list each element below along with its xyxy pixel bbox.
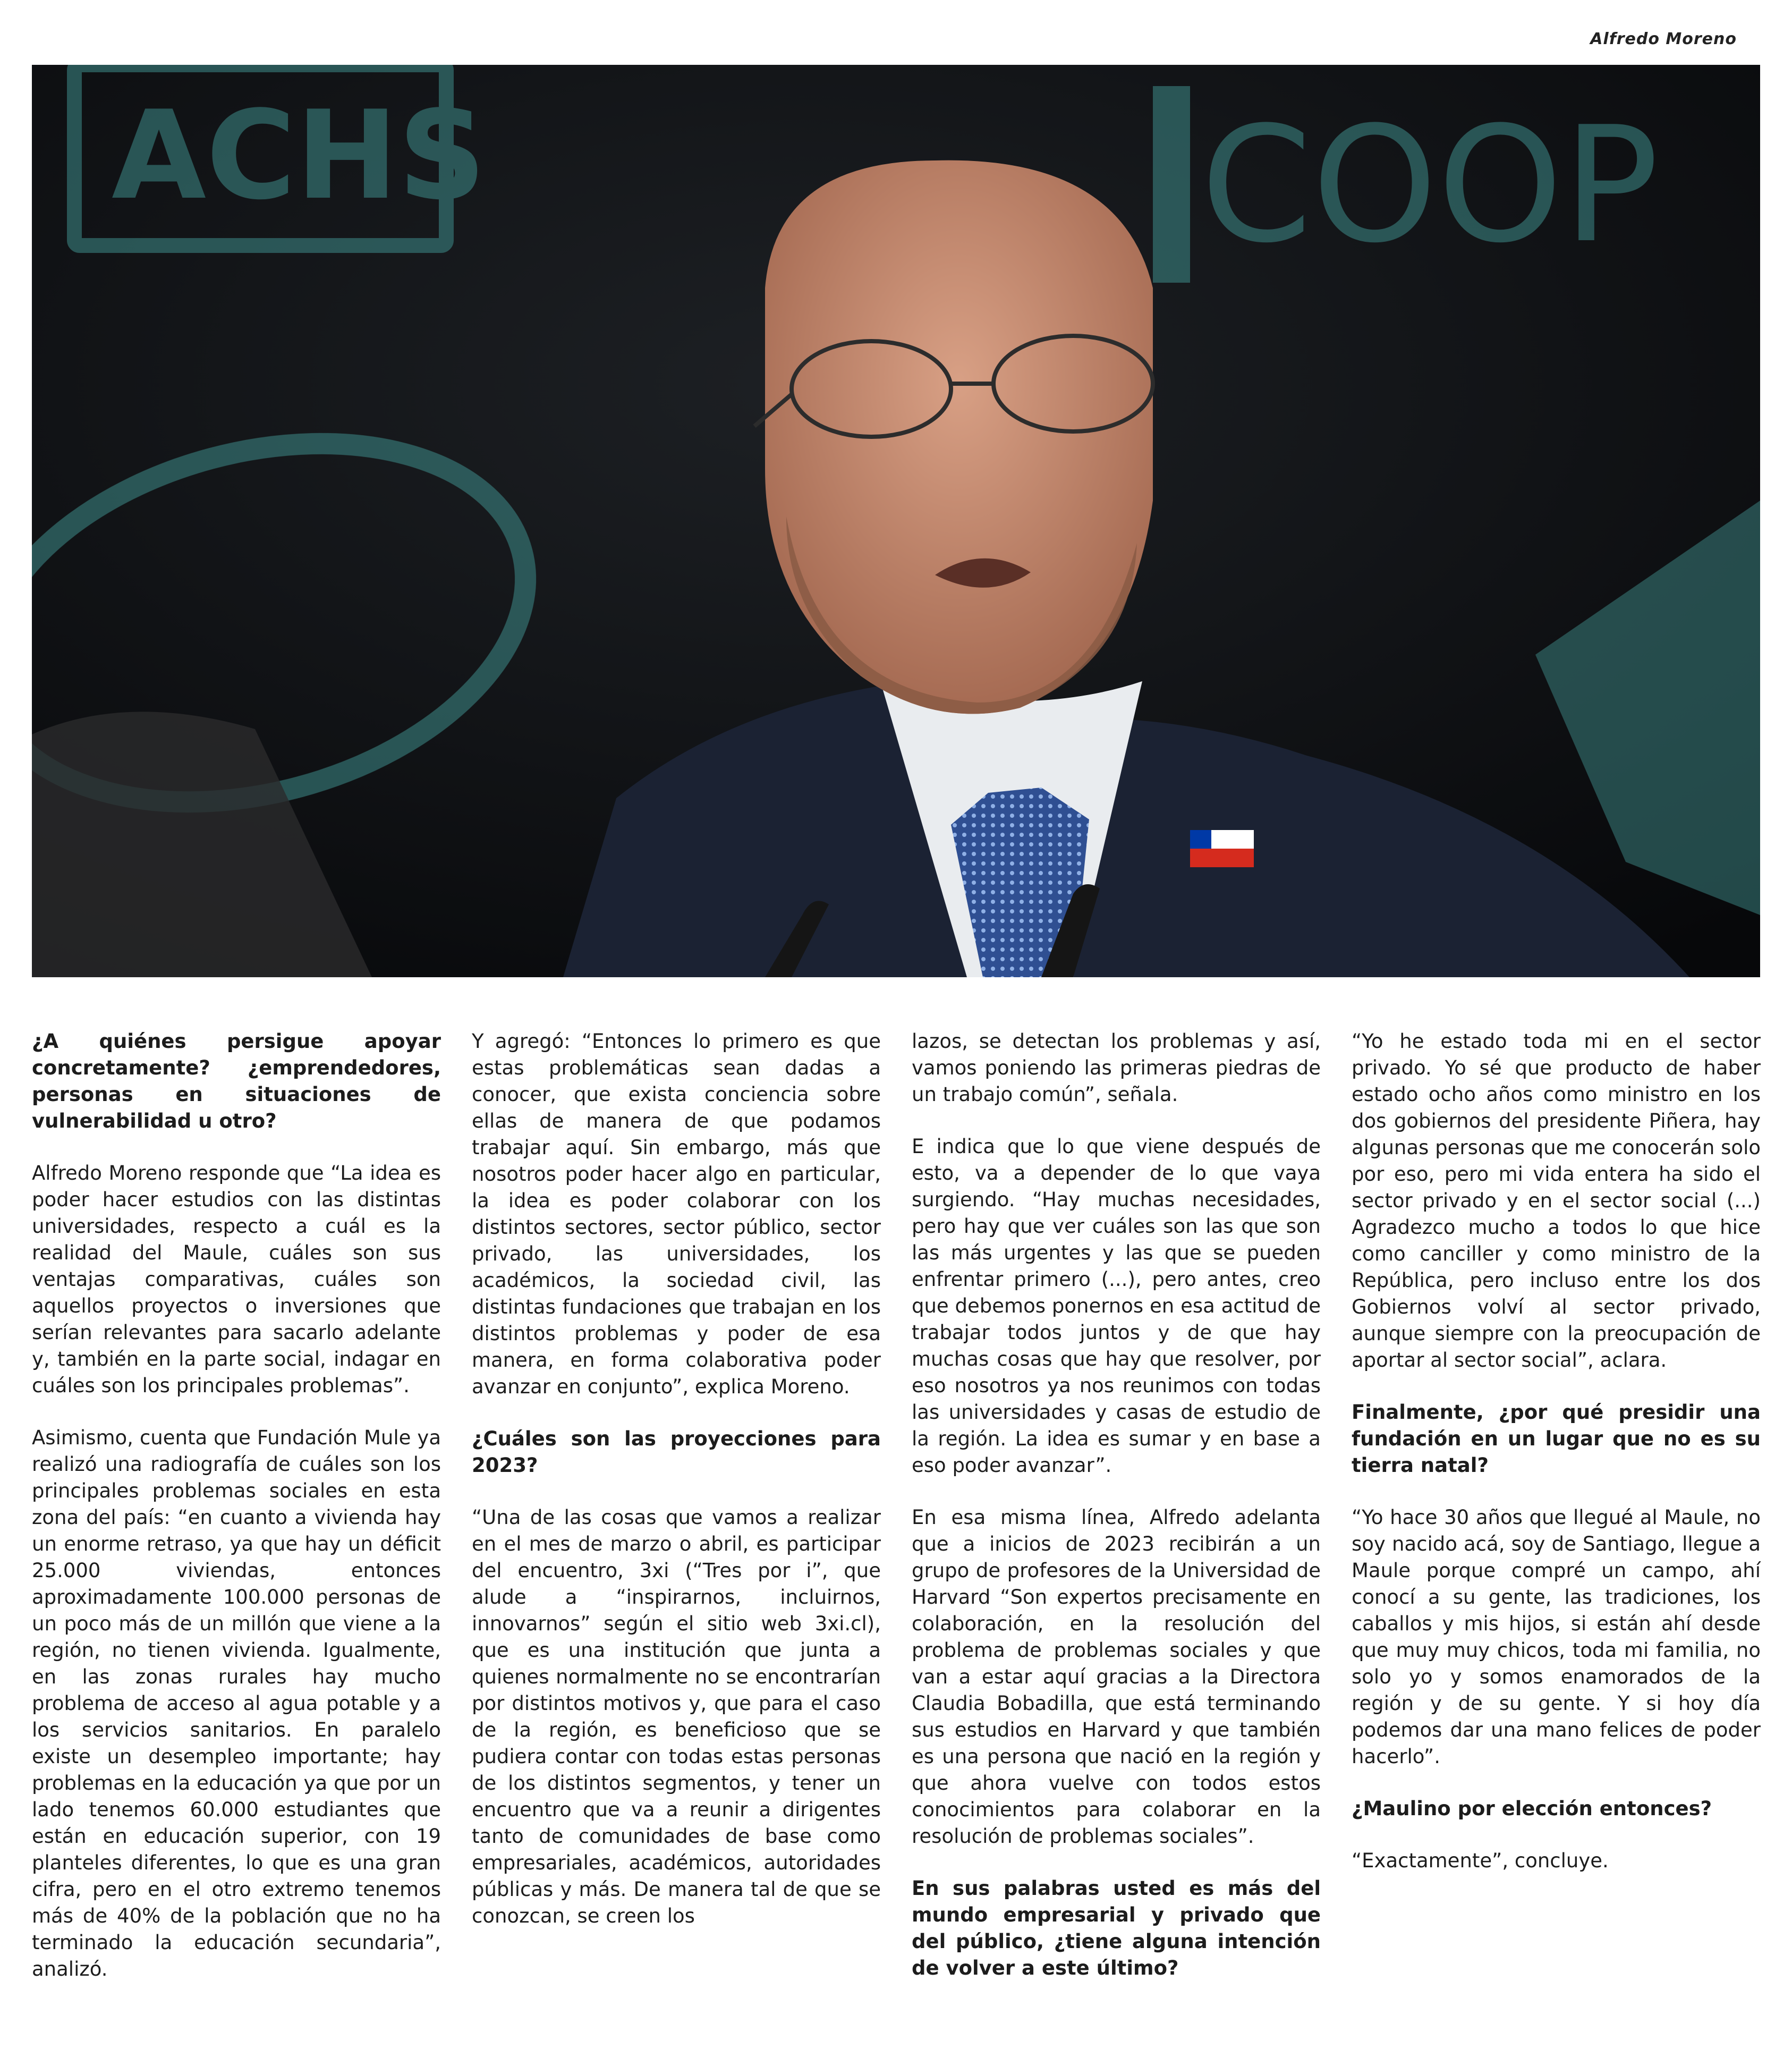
speaker-photo-illustration (32, 65, 1760, 977)
article-body (32, 1028, 1761, 2038)
speaker-photo (32, 65, 1760, 977)
article-paragraph: E indica que lo que viene después de esto, va a depender de lo que vaya surgiendo. “Hay muchas necesidades, pero hay que ver cuáles son las que son las más urgentes y las que se pueden enfrentar primero (...), pero antes, creo que debemos ponernos en esa actitud de trabajar todos juntos y de que hay muchas cosas que hay que resolver, por eso nosotros ya nos reunimos con todas las universidades y casas de estudio de la región. La idea es sumar y en base a eso poder avanzar”. (912, 1135, 1321, 1477)
article-column-4 (1352, 1028, 1761, 2038)
article-column-2 (472, 1028, 881, 2038)
achs-logo-text: ACHS (112, 85, 486, 227)
article-column-3 (912, 1028, 1321, 2038)
interview-question: ¿A quiénes persigue apoyar concretamente? ¿emprendedores, personas en situaciones de vulnerabilidad u otro? (32, 1030, 441, 1132)
article-paragraph: “Yo he estado toda mi en el sector privado. Yo sé que producto de haber estado ocho años como ministro en los dos gobiernos del presidente Piñera, hay algunas personas que me conocerán solo por eso, pero mi vida entera ha sido el sector privado y en el sector social (...) Agradezco mucho a todos lo que hice como canciller y como ministro de la República, pero incluso entre los dos Gobiernos volví al sector privado, aunque siempre con la preocupación de aportar al sector social”, aclara. (1352, 1030, 1761, 1372)
interview-question: Finalmente, ¿por qué presidir una fundación en un lugar que no es su tierra natal? (1352, 1401, 1761, 1477)
article-column-1 (32, 1028, 441, 2038)
article-paragraph: lazos, se detectan los problemas y así, vamos poniendo las primeras piedras de un trabajo común”, señala. (912, 1030, 1321, 1106)
article-paragraph: “Una de las cosas que vamos a realizar en el mes de marzo o abril, es participar del encuentro, 3xi (“Tres por i”, que alude a “inspirarnos, incluirnos, innovarnos” según el sitio web 3xi.cl), que es una institución que junta a quienes normalmente no se encontrarían por distintos motivos y, que para el caso de la región, es beneficioso que se pudiera contar con todas estas personas de los distintos segmentos, y tener un encuentro que va a reunir a dirigentes tanto de comunidades de base como empresariales, académicos, autoridades públicas y más. De manera tal de que se conozcan, se creen los (472, 1506, 881, 1927)
article-paragraph: En esa misma línea, Alfredo adelanta que a inicios de 2023 recibirán a un grupo de profesores de la Universidad de Harvard “Son expertos precisamente en colaboración, en la resolución del problema de problemas sociales y que van a estar aquí gracias a la Directora Claudia Bobadilla, que está terminando sus estudios en Harvard y que también es una persona que nació en la región y que ahora vuelve con todos estos conocimientos para colaborar en la resolución de problemas sociales”. (912, 1506, 1321, 1848)
article-paragraph: “Yo hace 30 años que llegué al Maule, no soy nacido acá, soy de Santiago, llegue a Maule porque compré un campo, ahí conocí a su gente, las tradiciones, los caballos y mis hijos, si están ahí desde que muy muy chicos, toda mi familia, no solo yo y somos enamorados de la región y de su gente. Y si hoy día podemos dar una mano felices de poder hacerlo”. (1352, 1506, 1761, 1768)
article-paragraph: “Exactamente”, concluye. (1352, 1849, 1609, 1872)
article-paragraph: Asimismo, cuenta que Fundación Mule ya realizó una radiografía de cuáles son los principales problemas sociales en esta zona del país: “en cuanto a vivienda hay un enorme retraso, ya que hay un déficit 25.000 viviendas, entonces aproximadamente 100.000 personas de un poco más de un millón que viene a la región, no tienen vivienda. Igualmente, en las zonas rurales hay mucho problema de acceso al agua potable y a los servicios sanitarios. En paralelo existe un desempleo importante; hay problemas en la educación ya que por un lado tenemos 60.000 estudiantes que están en educación superior, con 19 planteles diferentes, lo que es una gran cifra, pero en el otro extremo tenemos más de 40% de la población que no ha terminado la educación secundaria”, analizó. (32, 1426, 441, 1980)
author-tag: Alfredo Moreno (1590, 30, 1737, 48)
article-paragraph: Y agregó: “Entonces lo primero es que estas problemáticas sean dadas a conocer, que exista conciencia sobre ellas de manera de que podamos trabajar aquí. Sin embargo, más que nosotros poder hacer algo en particular, la idea es poder colaborar con los distintos sectores, sector público, sector privado, las universidades, los académicos, la sociedad civil, las distintas fundaciones que trabajan en los distintos problemas y poder de esa manera, en forma colaborativa poder avanzar en conjunto”, explica Moreno. (472, 1030, 881, 1398)
article-paragraph: Alfredo Moreno responde que “La idea es poder hacer estudios con las distintas universidades, respecto a cuál es la realidad del Maule, cuáles son sus ventajas comparativas, cuáles son aquellos proyectos o inversiones que serían relevantes para sacarlo adelante y, también en la parte social, indagar en cuáles son los principales problemas”. (32, 1162, 441, 1397)
interview-question: ¿Cuáles son las proyecciones para 2023? (472, 1427, 881, 1477)
coop-logo-text: COOP (1201, 92, 1659, 278)
interview-question: En sus palabras usted es más del mundo empresarial y privado que del público, ¿tiene alguna intención de volver a este último? (912, 1877, 1321, 1979)
interview-question: ¿Maulino por elección entonces? (1352, 1797, 1712, 1820)
